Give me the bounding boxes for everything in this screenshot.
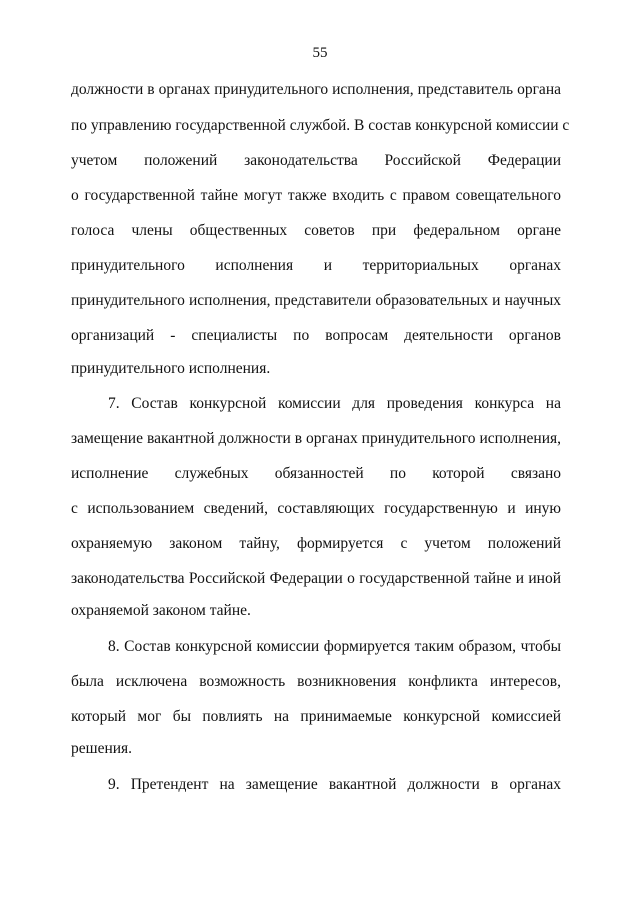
text-line: замещение вакантной должности в органах принудительного исполнения, <box>71 430 561 447</box>
page-number: 55 <box>312 45 328 61</box>
text-line: охраняемую законом тайну, формируется с учетом положений <box>71 535 561 552</box>
text-line: организаций - специалисты по вопросам деятельности органов <box>71 327 561 344</box>
text-line: с использованием сведений, составляющих государственную и иную <box>71 500 561 517</box>
paragraph-first-line: 9. Претендент на замещение вакантной должности в органах <box>108 776 561 793</box>
text-line: учетом положений законодательства Российской Федерации <box>71 152 561 169</box>
text-line: должности в органах принудительного исполнения, представитель органа <box>71 81 561 98</box>
text-line: была исключена возможность возникновения конфликта интересов, <box>71 673 561 690</box>
text-line: законодательства Российской Федерации о государственной тайне и иной <box>71 570 561 587</box>
paragraph-first-line: 7. Состав конкурсной комиссии для проведения конкурса на <box>108 395 561 412</box>
text-line: голоса члены общественных советов при федеральном органе <box>71 222 561 239</box>
paragraph-first-line: 8. Состав конкурсной комиссии формируется таким образом, чтобы <box>108 638 561 655</box>
text-line: который мог бы повлиять на принимаемые конкурсной комиссией <box>71 708 561 725</box>
text-line: принудительного исполнения. <box>71 360 271 377</box>
text-line: решения. <box>71 740 133 757</box>
text-line: принудительного исполнения и территориальных органах <box>71 257 561 274</box>
text-line: принудительного исполнения, представители образовательных и научных <box>71 292 561 309</box>
text-line: охраняемой законом тайне. <box>71 602 251 619</box>
text-line: по управлению государственной службой. В состав конкурсной комиссии с <box>71 117 570 134</box>
text-line: исполнение служебных обязанностей по которой связано <box>71 465 561 482</box>
text-line: о государственной тайне могут также входить с правом совещательного <box>71 187 561 204</box>
